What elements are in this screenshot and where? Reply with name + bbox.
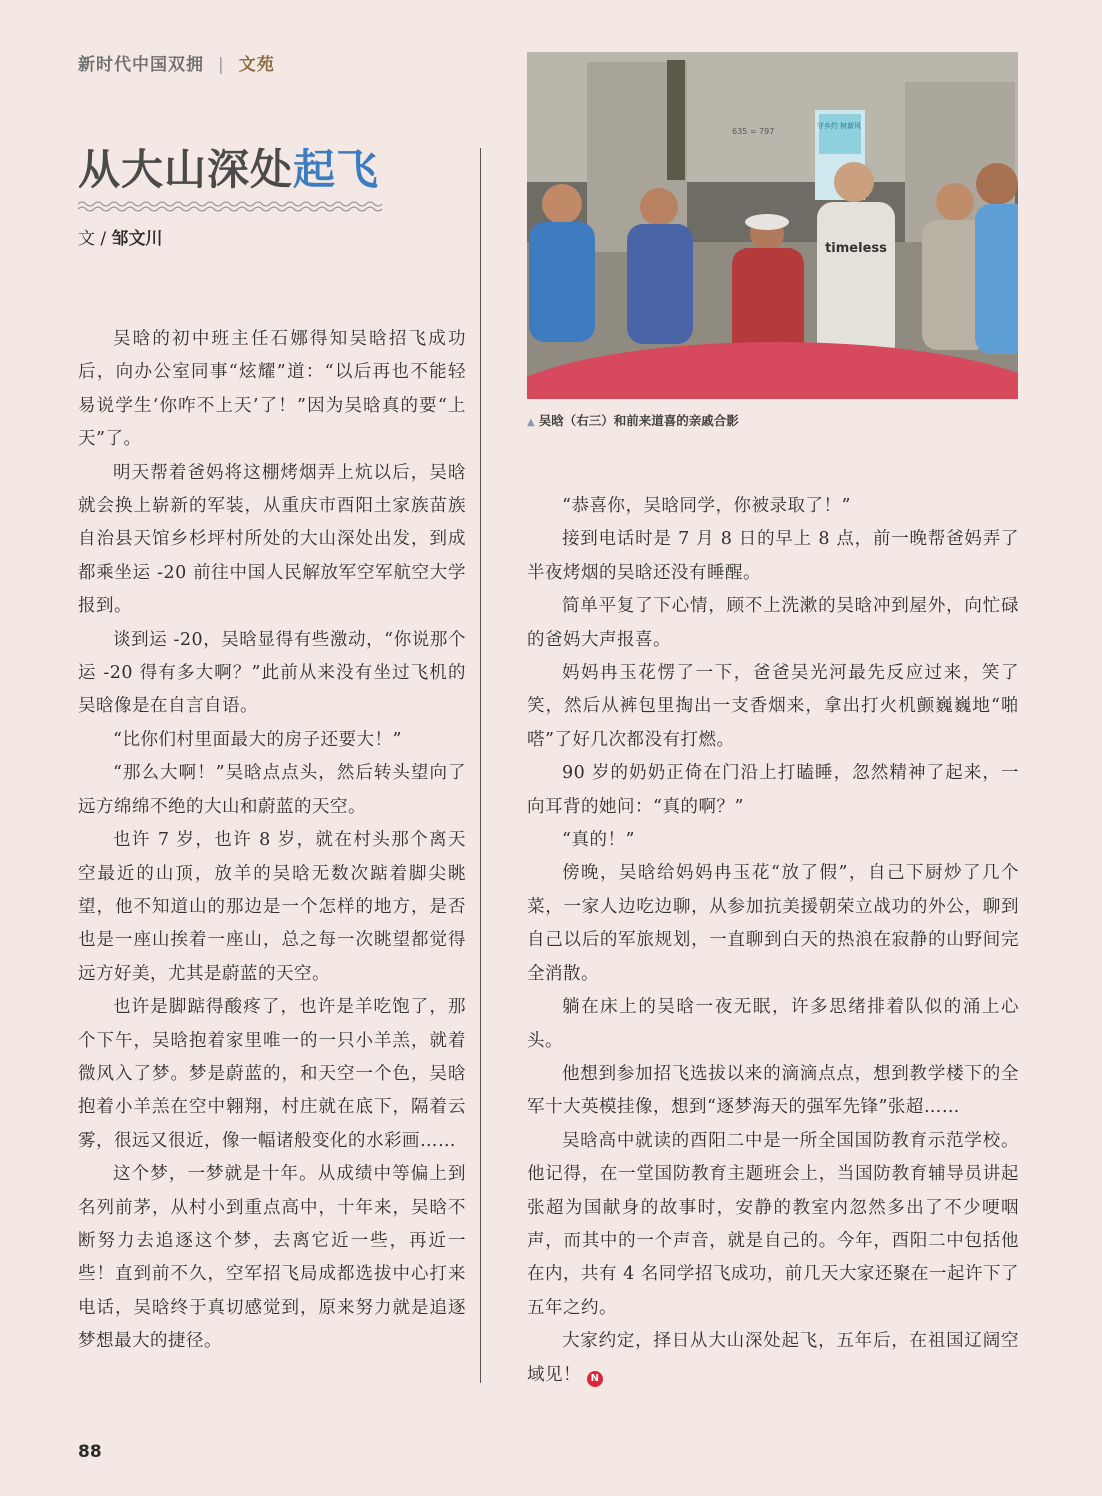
- column-divider: [480, 148, 481, 1383]
- photo-illustration: [527, 52, 1018, 399]
- section-name: 文苑: [238, 55, 275, 75]
- title-main: 从大山深处: [78, 145, 294, 194]
- paragraph: 谈到运 -20，吴晗显得有些激动，“你说那个运 -20 得有多大啊？”此前从来没有坐过飞机的吴晗像是在自言自语。: [78, 629, 466, 717]
- header-separator: |: [218, 55, 225, 75]
- byline: [78, 224, 163, 249]
- family-photo: [527, 52, 1018, 399]
- caption-triangle-icon: ▲: [527, 417, 535, 428]
- paragraph: 明天帮着爸妈将这棚烤烟弄上炕以后，吴晗就会换上崭新的军装，从重庆市酉阳土家族苗族自治县天馆乡杉坪村所处的大山深处出发，到成都乘坐运 -20 前往中国人民解放军空军航空大学报到。: [78, 462, 466, 617]
- paragraph: “真的！”: [562, 830, 635, 851]
- caption-text: 吴晗（右三）和前来道喜的亲戚合影: [538, 413, 739, 428]
- title-wave-divider: [78, 200, 384, 214]
- paragraph: 躺在床上的吴晗一夜无眠，许多思绪排着队似的涌上心头。: [527, 997, 1019, 1051]
- paragraph: “那么大啊！”吴晗点点头，然后转头望向了远方绵绵不绝的大山和蔚蓝的天空。: [78, 763, 466, 817]
- paragraph: 吴晗高中就读的酉阳二中是一所全国国防教育示范学校。他记得，在一堂国防教育主题班会上，当国防教育辅导员讲起张超为国献身的故事时，安静的教室内忽然多出了不少哽咽声，而其中的一个声音，就是自己的。今年，酉阳二中包括他在内，共有 4 名同学招飞成功，前几天大家还聚在一起许下了五年之约。: [527, 1130, 1019, 1318]
- magazine-name: 新时代中国双拥: [78, 55, 204, 75]
- wall-writing: 635 = 797: [732, 127, 775, 136]
- paragraph: 90 岁的奶奶正倚在门沿上打瞌睡，忽然精神了起来，一向耳背的她问：“真的啊？”: [527, 763, 1019, 817]
- article-title: [78, 140, 379, 200]
- paragraph: “恭喜你，吴晗同学，你被录取了！”: [562, 496, 851, 516]
- author-name: 邹文川: [111, 229, 163, 249]
- end-mark-icon: N: [587, 1371, 603, 1387]
- paragraph: 简单平复了下心情，顾不上洗漱的吴晗冲到屋外，向忙碌的爸妈大声报喜。: [527, 596, 1019, 650]
- paragraph-text: 大家约定，择日从大山深处起飞，五年后，在祖国辽阔空域见！: [527, 1331, 1019, 1385]
- paragraph: 妈妈冉玉花愣了一下，爸爸吴光河最先反应过来，笑了笑，然后从裤包里掏出一支香烟来，拿出打火机颤巍巍地“啪嗒”了好几次都没有打燃。: [527, 663, 1019, 750]
- paragraph: 吴晗的初中班主任石娜得知吴晗招飞成功后，向办公室同事“炫耀”道：“以后再也不能轻易说学生‘你咋不上天’了！”因为吴晗真的要“上天”了。: [78, 329, 466, 450]
- paragraph: 这个梦，一梦就是十年。从成绩中等偏上到名列前茅，从村小到重点高中，十年来，吴晗不断努力去追逐这个梦，去离它近一些，再近一些！直到前不久，空军招飞局成都选拔中心打来电话，吴晗终于真切感觉到，原来努力就是追逐梦想最大的捷径。: [78, 1164, 466, 1352]
- byline-prefix: 文 /: [78, 229, 112, 249]
- last-paragraph: [527, 1325, 1019, 1392]
- paragraph: 接到电话时是 7 月 8 日的早上 8 点，前一晚帮爸妈弄了半夜烤烟的吴晗还没有睡醒。: [527, 529, 1019, 583]
- left-column: [78, 323, 466, 1359]
- paragraph: 他想到参加招飞选拔以来的滴滴点点，想到教学楼下的全军十大英模挂像，想到“逐梦海天的强军先锋”张超……: [527, 1063, 1019, 1118]
- paragraph: “比你们村里面最大的房子还要大！”: [113, 729, 402, 750]
- paragraph: 傍晚，吴晗给妈妈冉玉花“放了假”，自己下厨炒了几个菜，一家人边吃边聊，从参加抗美援朝荣立战功的外公，聊到自己以后的军旅规划，一直聊到白天的热浪在寂静的山野间完全消散。: [527, 863, 1019, 984]
- page-number: 88: [78, 1442, 102, 1462]
- photo-caption: [527, 411, 739, 429]
- title-accent: 起飞: [293, 145, 380, 194]
- paragraph: 也许 7 岁，也许 8 岁，就在村头那个离天空最近的山顶，放羊的吴晗无数次踮着脚尖眺望，他不知道山的那边是一个怎样的地方，是否也是一座山挨着一座山，总之每一次眺望都觉得远方好美，尤其是蔚蓝的天空。: [78, 830, 466, 984]
- poster-text: 守乡约 树新风: [816, 122, 862, 130]
- magazine-header: [78, 50, 275, 75]
- paragraph: 也许是脚踮得酸疼了，也许是羊吃饱了，那个下午，吴晗抱着家里唯一的一只小羊羔，就着微风入了梦。梦是蔚蓝的，和天空一个色，吴晗抱着小羊羔在空中翱翔，村庄就在底下，隔着云雾，很远又很近，像一幅诸般变化的水彩画……: [78, 997, 466, 1151]
- right-column: [527, 490, 1019, 1392]
- shirt-text: timeless: [825, 241, 887, 256]
